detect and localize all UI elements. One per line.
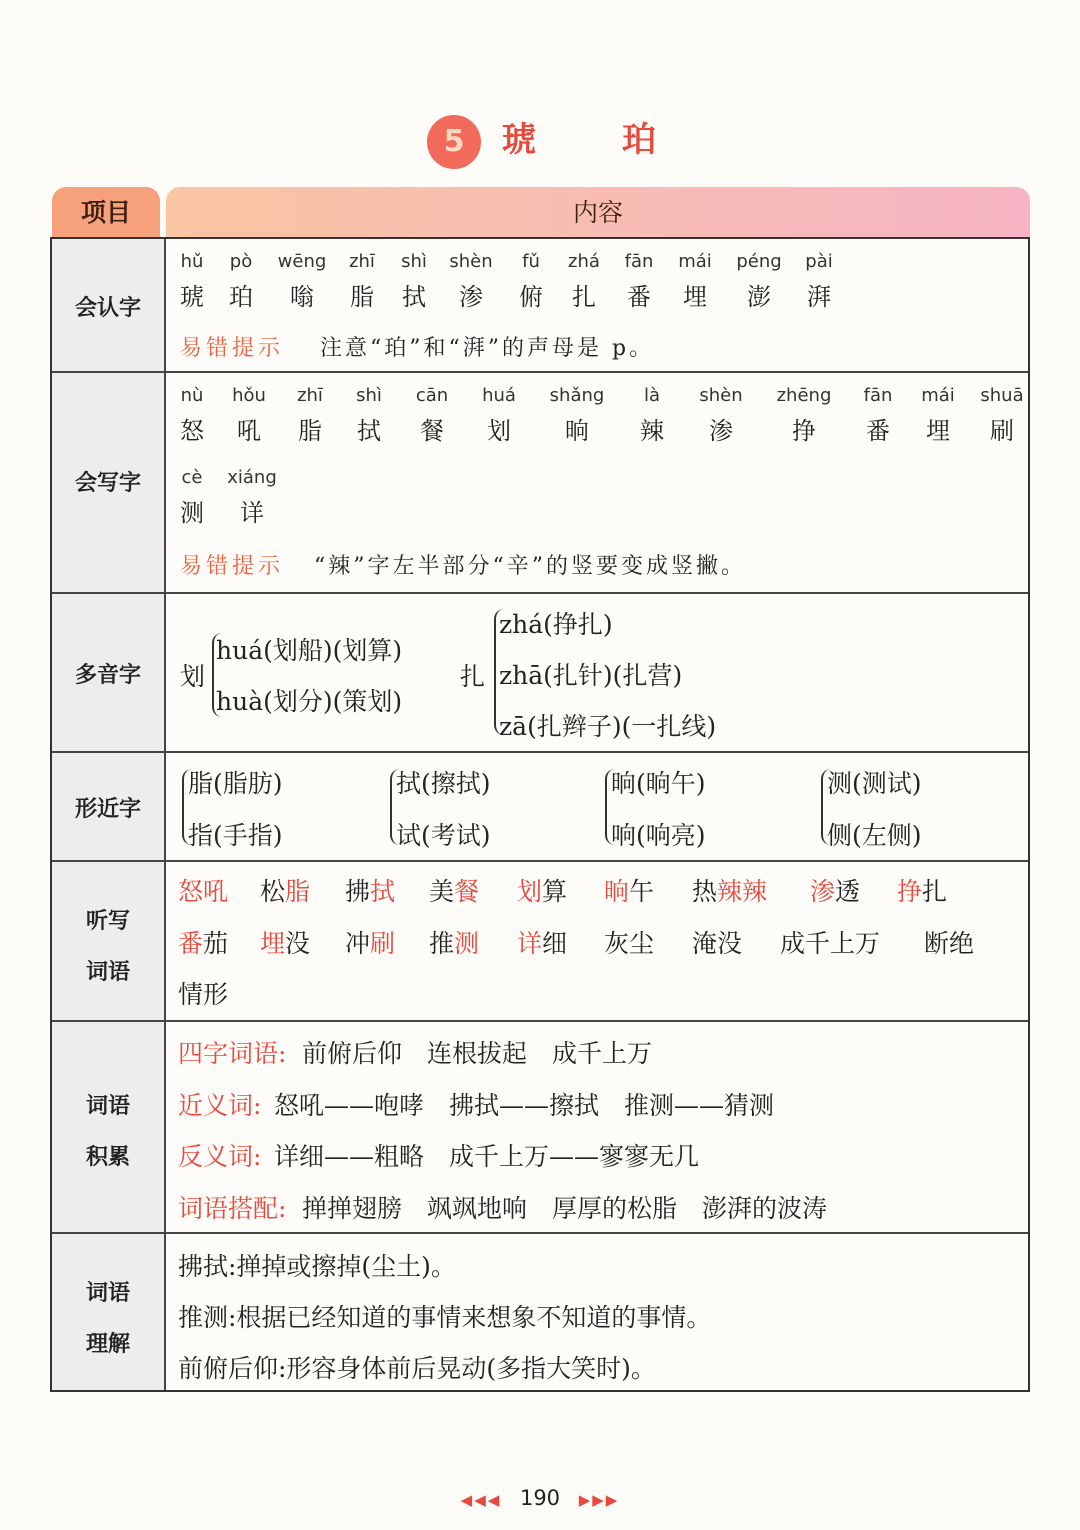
new-char: 拭 — [370, 877, 396, 906]
lesson-title-char: 珀 — [622, 120, 656, 160]
dictation-word — [517, 924, 567, 960]
accumulation-label: 反义词: — [178, 1142, 262, 1171]
row-divider — [52, 1020, 1028, 1022]
hanzi: 拭 — [402, 283, 426, 311]
hanzi: 拭 — [357, 417, 381, 445]
pinyin: xiáng — [227, 467, 277, 488]
polyphone-char: 划 — [180, 662, 206, 691]
new-char: 测 — [454, 929, 480, 958]
row-divider — [52, 371, 1028, 373]
row-divider — [52, 751, 1028, 753]
polyphone-reading: zā(扎辫子)(一扎线) — [499, 712, 717, 741]
word-char: 没 — [285, 929, 311, 958]
hanzi: 餐 — [420, 417, 444, 445]
pinyin: là — [643, 385, 661, 406]
dictation-word — [604, 924, 654, 960]
hanzi: 埋 — [683, 283, 707, 311]
header-item: 项目 — [52, 187, 160, 237]
hanzi: 吼 — [237, 417, 261, 445]
lesson-number-badge: 5 — [427, 115, 481, 169]
dictation-word — [429, 924, 479, 960]
dictation-word — [692, 872, 767, 908]
pinyin: fǔ — [522, 251, 540, 272]
new-char: 埋 — [260, 929, 286, 958]
accumulation-text: 详细——粗略 成千上万——寥寥无几 — [274, 1142, 700, 1171]
accumulation-text: 怒吼——咆哮 拂拭——擦拭 推测——猜测 — [274, 1091, 775, 1120]
row-label-renzi: 会认字 — [74, 296, 141, 321]
word-char: 午 — [629, 877, 655, 906]
pinyin: huá — [482, 385, 516, 406]
pinyin: péng — [736, 251, 782, 272]
dictation-word — [692, 924, 742, 960]
hanzi: 挣 — [792, 417, 816, 445]
hanzi: 脂 — [350, 283, 374, 311]
hanzi: 珀 — [229, 283, 253, 311]
dictation-word — [429, 872, 479, 908]
pinyin: hǔ — [180, 251, 204, 272]
hanzi: 怒 — [180, 417, 204, 445]
pinyin: shǎng — [549, 385, 605, 406]
accumulation-text: 前俯后仰 连根拔起 成千上万 — [302, 1039, 653, 1068]
header-content: 内容 — [166, 187, 1030, 237]
pinyin: zhī — [349, 251, 375, 272]
new-char: 脂 — [285, 877, 311, 906]
page-number: 190 — [519, 1486, 561, 1510]
word-explanation: 推测:根据已经知道的事情来想象不知道的事情。 — [178, 1303, 712, 1332]
row-label-tingxie: 词语 — [85, 960, 130, 985]
error-tip-text: 注意“珀”和“湃”的声母是 p。 — [320, 336, 655, 361]
lesson-title-char: 琥 — [502, 120, 536, 160]
error-tip-text: “辣”字左半部分“辛”的竖要变成竖撇。 — [314, 554, 746, 579]
accumulation-label: 近义词: — [178, 1091, 262, 1120]
word-char: 算 — [542, 877, 568, 906]
pinyin: cè — [181, 467, 203, 488]
new-char: 番 — [178, 929, 204, 958]
polyphone-reading: zhā(扎针)(扎营) — [499, 661, 683, 690]
hanzi: 琥 — [180, 283, 204, 311]
row-label-tingxie: 听写 — [85, 909, 130, 934]
pinyin: shèn — [449, 251, 493, 272]
polyphone-reading: huá(划船)(划算) — [216, 636, 403, 665]
pinyin: zhá — [568, 251, 600, 272]
word-char: 淹没 — [692, 929, 743, 958]
word-explanation: 拂拭:掸掉或擦掉(尘土)。 — [178, 1252, 456, 1281]
similar-char: 脂(脂肪) — [188, 769, 283, 798]
polyphone-reading: zhá(挣扎) — [499, 610, 613, 639]
row-label-jilei: 积累 — [85, 1145, 130, 1170]
word-char: 冲 — [345, 929, 371, 958]
new-char: 辣辣 — [717, 877, 768, 906]
dictation-word — [260, 924, 310, 960]
dictation-word — [178, 975, 228, 1011]
similar-char: 测(测试) — [827, 769, 922, 798]
dictation-word — [924, 924, 974, 960]
pinyin: nù — [180, 385, 204, 406]
word-char: 拂 — [345, 877, 371, 906]
dictation-word — [810, 872, 860, 908]
pinyin: shì — [356, 385, 382, 406]
pinyin: mái — [678, 251, 712, 272]
error-tip-label: 易错提示 — [180, 336, 285, 361]
new-char: 餐 — [454, 877, 480, 906]
similar-char: 侧(左侧) — [827, 821, 922, 850]
hanzi: 渗 — [459, 283, 483, 311]
arrow-right-icon: ▶▶▶ — [578, 1491, 620, 1509]
accumulation-label: 四字词语: — [178, 1039, 287, 1068]
pinyin: hǒu — [232, 385, 266, 406]
dictation-word — [345, 872, 395, 908]
new-char: 挣 — [897, 877, 923, 906]
dictation-word — [178, 872, 228, 908]
arrow-left-icon: ◀◀◀ — [460, 1491, 502, 1509]
accumulation-text: 掸掸翅膀 飒飒地响 厚厚的松脂 澎湃的波涛 — [302, 1194, 828, 1223]
summary-table — [50, 237, 1030, 1392]
hanzi: 晌 — [565, 417, 589, 445]
similar-char: 试(考试) — [396, 821, 491, 850]
word-explanation: 前俯后仰:形容身体前后晃动(多指大笑时)。 — [178, 1354, 656, 1383]
pinyin: mái — [921, 385, 955, 406]
new-char: 刷 — [370, 929, 396, 958]
page-footer — [0, 1486, 1080, 1510]
row-label-jilei: 词语 — [85, 1094, 130, 1119]
word-char: 茄 — [203, 929, 229, 958]
pinyin: zhī — [297, 385, 323, 406]
hanzi: 埋 — [926, 417, 950, 445]
lesson-title — [0, 112, 1080, 172]
dictation-word — [345, 924, 395, 960]
dictation-word — [780, 924, 880, 960]
hanzi: 番 — [866, 417, 890, 445]
hanzi: 划 — [487, 417, 511, 445]
pinyin: shì — [401, 251, 427, 272]
row-label-duoyin: 多音字 — [74, 663, 141, 688]
word-char: 成千上万 — [780, 929, 881, 958]
word-char: 推 — [429, 929, 455, 958]
similar-char: 指(手指) — [188, 821, 283, 850]
pinyin: cān — [415, 385, 449, 406]
hanzi: 澎 — [747, 283, 771, 311]
hanzi: 湃 — [807, 283, 831, 311]
dictation-word — [260, 872, 310, 908]
hanzi: 脂 — [298, 417, 322, 445]
dictation-word — [897, 872, 947, 908]
pinyin: fān — [863, 385, 893, 406]
hanzi: 辣 — [640, 417, 664, 445]
new-char: 详 — [517, 929, 543, 958]
hanzi: 详 — [240, 499, 264, 527]
word-char: 灰尘 — [604, 929, 655, 958]
dictation-word — [178, 924, 228, 960]
pinyin: fān — [624, 251, 654, 272]
row-divider — [52, 1232, 1028, 1234]
word-char: 美 — [429, 877, 455, 906]
accumulation-label: 词语搭配: — [178, 1194, 287, 1223]
pinyin: pò — [229, 251, 253, 272]
dictation-word — [517, 872, 567, 908]
row-divider — [52, 592, 1028, 594]
row-label-xiezi: 会写字 — [74, 471, 141, 496]
pinyin: wēng — [277, 251, 327, 272]
dictation-word — [604, 872, 654, 908]
new-char: 渗 — [810, 877, 836, 906]
word-char: 松 — [260, 877, 286, 906]
row-label-lijie: 词语 — [85, 1281, 130, 1306]
word-char: 细 — [542, 929, 568, 958]
hanzi: 俯 — [519, 283, 543, 311]
error-tip-label: 易错提示 — [180, 554, 285, 579]
pinyin: zhēng — [776, 385, 832, 406]
pinyin: shèn — [699, 385, 743, 406]
word-char: 热 — [692, 877, 718, 906]
hanzi: 扎 — [572, 283, 596, 311]
hanzi: 测 — [180, 499, 204, 527]
hanzi: 番 — [627, 283, 651, 311]
new-char: 晌 — [604, 877, 630, 906]
similar-char: 晌(晌午) — [611, 769, 706, 798]
polyphone-reading: huà(划分)(策划) — [216, 687, 403, 716]
hanzi: 刷 — [990, 417, 1014, 445]
word-char: 透 — [835, 877, 861, 906]
new-char: 划 — [517, 877, 543, 906]
polyphone-char: 扎 — [460, 662, 486, 691]
hanzi: 嗡 — [290, 283, 314, 311]
similar-char: 响(响亮) — [611, 821, 706, 850]
similar-char: 拭(擦拭) — [396, 769, 491, 798]
row-label-xingjin: 形近字 — [74, 797, 141, 822]
new-char: 怒吼 — [178, 877, 229, 906]
pinyin: shuā — [980, 385, 1024, 406]
row-label-lijie: 理解 — [85, 1332, 130, 1357]
row-divider — [52, 860, 1028, 862]
word-char: 扎 — [922, 877, 948, 906]
pinyin: pài — [805, 251, 833, 272]
hanzi: 渗 — [709, 417, 733, 445]
word-char: 情形 — [178, 980, 229, 1009]
word-char: 断绝 — [924, 929, 975, 958]
